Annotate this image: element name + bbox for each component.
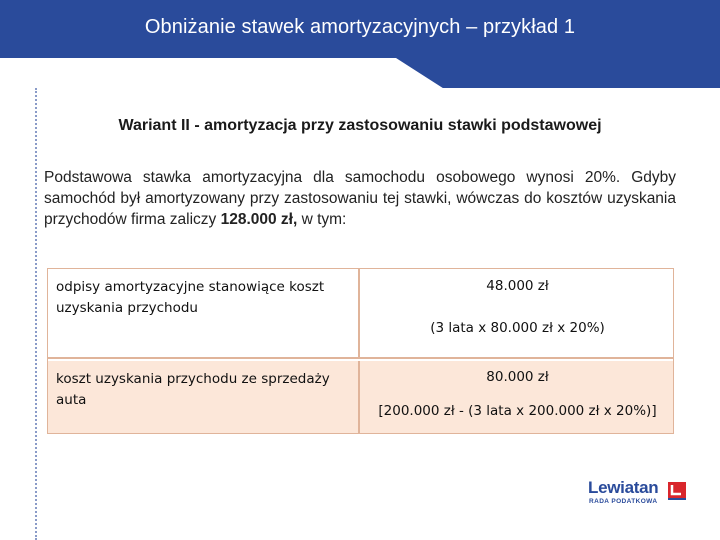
row-value xyxy=(362,269,673,357)
row-formula: [200.000 zł - (3 lata x 200.000 zł x 20%)] xyxy=(378,403,657,419)
slide-title: Obniżanie stawek amortyzacyjnych – przykład 1 xyxy=(144,16,576,38)
row-label: odpisy amortyzacyjne stanowiące koszt uzyskania przychodu xyxy=(48,269,360,357)
row-amount: 80.000 zł xyxy=(486,369,549,385)
logo-tagline: RADA PODATKOWA xyxy=(589,498,658,505)
table-row xyxy=(48,361,673,433)
lewiatan-logo xyxy=(588,478,688,508)
intro-tail: w tym: xyxy=(297,211,347,228)
row-value xyxy=(362,361,673,433)
intro-paragraph xyxy=(44,167,676,230)
cost-table xyxy=(47,268,674,434)
section-subtitle: Wariant II - amortyzacja przy zastosowaniu stawki podstawowej xyxy=(118,117,602,134)
row-label: koszt uzyskania przychodu ze sprzedaży auta xyxy=(48,361,360,433)
row-amount: 48.000 zł xyxy=(486,278,549,294)
intro-total: 128.000 zł, xyxy=(220,211,298,228)
logo-name: Lewiatan xyxy=(588,478,659,497)
intro-text: Podstawowa stawka amortyzacyjna dla samochodu osobowego wynosi 20%. Gdyby samochód był amortyzowany przy zastosowaniu tej stawki, wówczas do kosztów uzyskania przychodów firma zaliczy xyxy=(44,169,676,228)
logo-mark-icon xyxy=(666,480,688,502)
dotted-divider xyxy=(35,88,37,540)
header-tab xyxy=(0,58,720,88)
table-row xyxy=(48,269,673,359)
row-formula: (3 lata x 80.000 zł x 20%) xyxy=(430,320,605,336)
